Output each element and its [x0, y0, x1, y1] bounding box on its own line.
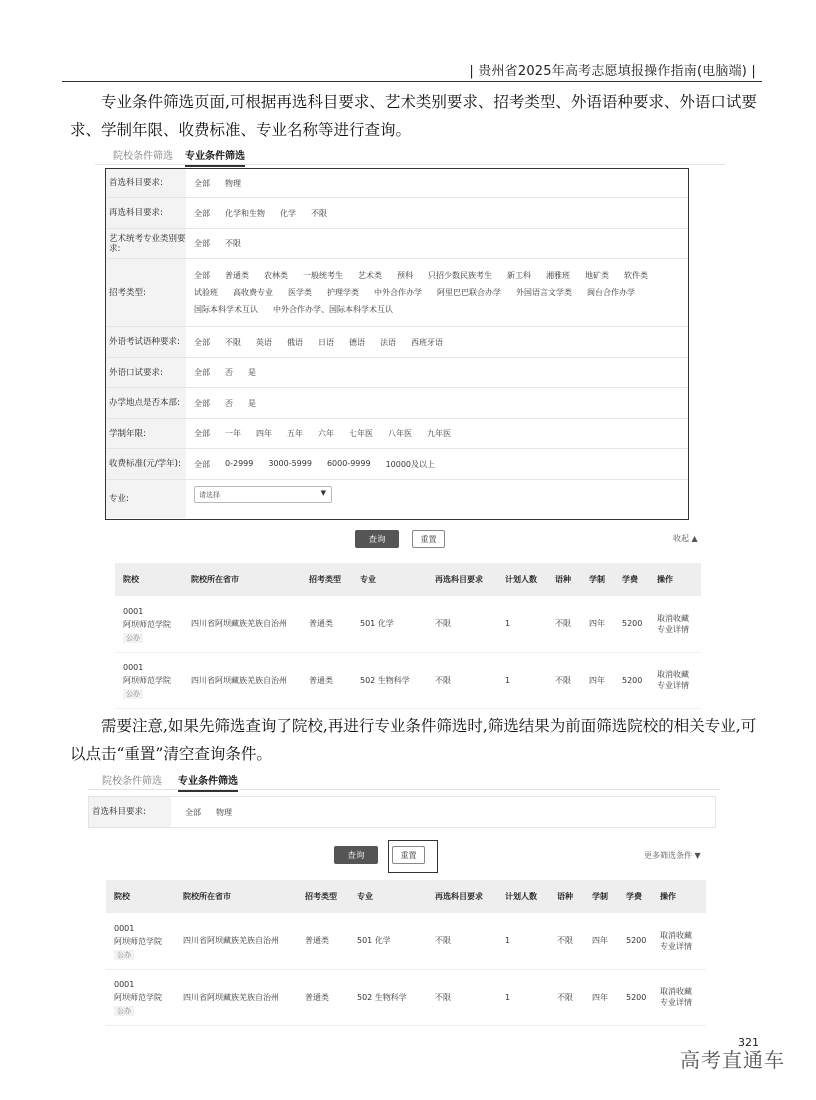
filter-option[interactable]: 法语 [380, 337, 396, 347]
filter-option[interactable]: 只招少数民族考生 [428, 271, 492, 280]
duration-cell: 四年 [584, 969, 618, 1025]
filter-option[interactable]: 0-2999 [225, 458, 254, 468]
filter-option[interactable]: 是 [248, 368, 256, 377]
school-cell [115, 652, 183, 708]
school-name[interactable]: 阿坝师范学院 [123, 676, 171, 685]
unfavorite-link[interactable]: 取消收藏 [657, 670, 689, 679]
location-cell: 四川省阿坝藏族羌族自治州 [183, 652, 301, 708]
language-cell: 不限 [549, 913, 584, 969]
unfavorite-link[interactable]: 取消收藏 [657, 613, 689, 623]
filter-option[interactable]: 护理学类 [327, 288, 359, 297]
screenshot-major-filter-reset [88, 770, 720, 1030]
table-header: 院校所在省市 [183, 563, 301, 596]
language-cell: 不限 [547, 652, 581, 708]
filter-option[interactable]: 英语 [256, 337, 272, 347]
reset-button[interactable]: 重置 [412, 530, 445, 548]
filter-option[interactable]: 五年 [287, 429, 303, 438]
filter-option[interactable]: 物理 [225, 178, 241, 188]
filter-label: 收费标准(元/学年): [106, 449, 186, 479]
watermark-text: 高考直通车 [680, 1048, 785, 1072]
reset-button[interactable]: 重置 [392, 846, 425, 864]
header-title: | 贵州省2025年高考志愿填报操作指南(电脑端) | [469, 64, 756, 79]
filter-option[interactable]: 化学和生物 [225, 208, 265, 218]
filter-option[interactable]: 国际本科学术互认 [194, 305, 258, 314]
duration-cell: 四年 [584, 913, 618, 969]
school-name[interactable]: 阿坝师范学院 [114, 993, 162, 1002]
filter-option[interactable]: 不限 [311, 208, 327, 218]
filter-row-oral-test [106, 358, 688, 388]
filter-option[interactable]: 一般统考生 [303, 271, 343, 280]
school-code: 0001 [114, 923, 135, 933]
table-header: 院校所在省市 [175, 880, 297, 913]
table-header: 学费 [614, 563, 649, 596]
tab-school-filter[interactable]: 院校条件筛选 [102, 776, 162, 787]
requirement-cell: 不限 [427, 913, 497, 969]
filter-option[interactable]: 不限 [225, 239, 241, 248]
major-cell: 501 化学 [349, 913, 427, 969]
type-cell: 普通类 [297, 913, 349, 969]
filter-option[interactable]: 八年医 [388, 429, 412, 438]
filter-option[interactable]: 全部 [185, 807, 201, 817]
type-cell: 普通类 [301, 596, 352, 652]
filter-option[interactable]: 一年 [225, 429, 241, 438]
filter-option[interactable]: 医学类 [288, 288, 312, 297]
filter-option[interactable]: 是 [248, 398, 256, 408]
major-detail-link[interactable]: 专业详情 [660, 998, 692, 1007]
filter-option[interactable]: 中外合作办学 [374, 288, 422, 297]
location-cell: 四川省阿坝藏族羌族自治州 [183, 596, 301, 652]
plan-cell: 1 [497, 652, 547, 708]
filter-option[interactable]: 阿里巴巴联合办学 [437, 288, 501, 297]
filter-row-main-campus [106, 388, 688, 419]
school-code: 0001 [123, 606, 144, 616]
type-cell: 普通类 [301, 652, 352, 708]
filter-option[interactable]: 3000-5999 [268, 458, 312, 468]
reset-highlight-frame [388, 840, 438, 873]
results-table [106, 880, 706, 1026]
query-button[interactable]: 查询 [334, 846, 378, 864]
major-detail-link[interactable]: 专业详情 [657, 624, 689, 634]
filter-option[interactable]: 全部 [194, 178, 210, 188]
type-cell: 普通类 [297, 969, 349, 1025]
filter-row-duration [106, 419, 688, 449]
filter-option[interactable]: 全部 [194, 208, 210, 218]
filter-option[interactable]: 物理 [216, 807, 232, 817]
location-cell: 四川省阿坝藏族羌族自治州 [175, 913, 297, 969]
fee-cell: 5200 [618, 913, 652, 969]
filter-option[interactable]: 湘雅班 [546, 271, 570, 280]
table-header: 专业 [352, 563, 427, 596]
filter-label: 艺术统考专业类别要求: [106, 229, 186, 258]
filter-option[interactable]: 俄语 [287, 337, 303, 347]
ownership-badge: 公办 [123, 633, 143, 643]
major-detail-link[interactable]: 专业详情 [657, 681, 689, 690]
table-header: 院校 [115, 563, 183, 596]
table-header: 学制 [584, 880, 618, 913]
duration-cell: 四年 [581, 652, 614, 708]
school-name[interactable]: 阿坝师范学院 [114, 936, 162, 946]
filter-option[interactable]: 农林类 [264, 271, 288, 280]
language-cell: 不限 [547, 596, 581, 652]
major-cell: 502 生物科学 [349, 969, 427, 1025]
filter-option[interactable]: 闽台合作办学 [587, 288, 635, 297]
filter-row-first-subject [88, 796, 716, 828]
filter-label: 办学地点是否本部: [106, 388, 186, 418]
filter-option[interactable]: 全部 [194, 368, 210, 377]
table-header: 计划人数 [497, 563, 547, 596]
filter-option[interactable]: 新工科 [507, 271, 531, 280]
fee-cell: 5200 [618, 969, 652, 1025]
unfavorite-link[interactable]: 取消收藏 [660, 987, 692, 996]
filter-option[interactable]: 六年 [318, 429, 334, 438]
school-code: 0001 [123, 663, 144, 672]
requirement-cell: 不限 [427, 596, 497, 652]
filter-tabs [88, 770, 720, 790]
table-header: 再选科目要求 [427, 563, 497, 596]
filter-option[interactable]: 德语 [349, 337, 365, 347]
filter-option[interactable]: 软件类 [624, 271, 648, 280]
filter-option[interactable]: 化学 [280, 208, 296, 218]
actions-cell [652, 969, 706, 1025]
caret-down-icon: ▼ [320, 489, 326, 497]
filter-option[interactable]: 高收费专业 [233, 288, 273, 297]
filter-option[interactable]: 四年 [256, 429, 272, 438]
ownership-badge: 公办 [114, 1006, 134, 1016]
filter-label: 首选科目要求: [89, 797, 171, 827]
major-cell: 501 化学 [352, 596, 427, 652]
filter-option[interactable]: 全部 [194, 429, 210, 438]
location-cell: 四川省阿坝藏族羌族自治州 [175, 969, 297, 1025]
table-header: 招考类型 [301, 563, 352, 596]
table-header: 学费 [618, 880, 652, 913]
table-header: 专业 [349, 880, 427, 913]
table-header: 计划人数 [497, 880, 549, 913]
actions-cell [649, 652, 701, 708]
filter-row-admission-type [106, 259, 688, 327]
filter-label: 专业: [106, 480, 186, 518]
fee-cell: 5200 [614, 652, 649, 708]
major-select[interactable] [194, 486, 332, 503]
filter-label: 招考类型: [106, 259, 186, 326]
requirement-cell: 不限 [427, 969, 497, 1025]
filter-row-second-subject [106, 198, 688, 229]
filter-option[interactable]: 10000及以上 [385, 459, 436, 469]
filter-option[interactable]: 不限 [225, 337, 241, 347]
filter-option[interactable]: 艺术类 [358, 271, 382, 280]
collapse-toggle[interactable]: 收起 ▲ [673, 534, 698, 543]
table-header: 操作 [652, 880, 706, 913]
actions-cell [652, 913, 706, 969]
major-cell: 502 生物科学 [352, 652, 427, 708]
filter-row-major [106, 480, 688, 518]
table-header: 语种 [547, 563, 581, 596]
results-table [115, 563, 701, 709]
plan-cell: 1 [497, 596, 547, 652]
table-header: 学制 [581, 563, 614, 596]
screenshot-major-filter-full [95, 145, 725, 700]
filter-option[interactable]: 九年医 [427, 429, 451, 438]
filter-row-first-subject [106, 169, 688, 198]
intro-paragraph: 专业条件筛选页面,可根据再选科目要求、艺术类别要求、招考类型、外语语种要求、外语口试要求、学制年限、收费标准、专业名称等进行查询。 [70, 93, 757, 139]
table-header: 再选科目要求 [427, 880, 497, 913]
fee-cell: 5200 [614, 596, 649, 652]
filter-option[interactable]: 西班牙语 [411, 337, 443, 347]
table-header: 院校 [106, 880, 175, 913]
school-cell [106, 913, 175, 969]
query-button[interactable]: 查询 [355, 530, 399, 548]
filter-option[interactable]: 普通类 [225, 271, 249, 280]
filter-option[interactable]: 日语 [318, 337, 334, 347]
ownership-badge: 公办 [114, 950, 134, 960]
school-name[interactable]: 阿坝师范学院 [123, 619, 171, 629]
filter-option[interactable]: 七年医 [349, 429, 373, 438]
school-cell [115, 596, 183, 652]
filter-option[interactable]: 6000-9999 [326, 458, 371, 468]
filter-label: 外语考试语种要求: [106, 327, 186, 357]
table-row [106, 969, 706, 1025]
unfavorite-link[interactable]: 取消收藏 [660, 930, 692, 940]
filter-option[interactable]: 地矿类 [585, 271, 609, 280]
table-row [106, 913, 706, 969]
school-cell [106, 969, 175, 1025]
table-header-row [115, 563, 701, 596]
tab-school-filter[interactable]: 院校条件筛选 [113, 151, 173, 162]
table-header-row [106, 880, 706, 913]
table-header: 语种 [549, 880, 584, 913]
ownership-badge: 公办 [123, 689, 143, 699]
plan-cell: 1 [497, 969, 549, 1025]
filter-tabs [95, 145, 725, 165]
filter-label: 学制年限: [106, 419, 186, 448]
filter-option[interactable]: 否 [225, 368, 233, 377]
filter-option[interactable]: 否 [225, 398, 233, 408]
duration-cell: 四年 [581, 596, 614, 652]
table-header: 操作 [649, 563, 701, 596]
filter-option[interactable]: 外国语言文学类 [516, 288, 572, 297]
filter-option[interactable]: 全部 [194, 337, 210, 347]
filter-option[interactable]: 预科 [397, 271, 413, 280]
major-detail-link[interactable]: 专业详情 [660, 941, 692, 951]
major-select-placeholder: 请选择 [199, 491, 220, 499]
filter-row-language [106, 327, 688, 358]
filter-option[interactable]: 全部 [194, 271, 210, 280]
table-row [115, 596, 701, 652]
page-header [62, 56, 762, 82]
table-row [115, 652, 701, 708]
school-code: 0001 [114, 980, 135, 989]
language-cell: 不限 [549, 969, 584, 1025]
more-filters-toggle[interactable]: 更多筛选条件 ▼ [644, 851, 701, 860]
filter-option[interactable]: 全部 [194, 398, 210, 408]
filter-panel [105, 168, 689, 520]
note-paragraph: 需要注意,如果先筛选查询了院校,再进行专业条件筛选时,筛选结果为前面筛选院校的相关专业,可以点击“重置”清空查询条件。 [70, 717, 757, 763]
table-header: 招考类型 [297, 880, 349, 913]
page-number: 321 [738, 1036, 759, 1049]
filter-row-fee [106, 449, 688, 480]
tab-major-filter[interactable]: 专业条件筛选 [185, 147, 245, 167]
filter-label: 首选科目要求: [106, 169, 186, 197]
filter-option[interactable]: 全部 [194, 459, 210, 469]
tab-major-filter[interactable]: 专业条件筛选 [178, 772, 238, 792]
actions-cell [649, 596, 701, 652]
filter-row-art-category [106, 229, 688, 259]
requirement-cell: 不限 [427, 652, 497, 708]
filter-option[interactable]: 全部 [194, 239, 210, 248]
plan-cell: 1 [497, 913, 549, 969]
filter-option[interactable]: 中外合作办学、国际本科学术互认 [273, 305, 393, 314]
filter-label: 外语口试要求: [106, 358, 186, 387]
filter-option[interactable]: 试验班 [194, 288, 218, 297]
filter-label: 再选科目要求: [106, 198, 186, 228]
